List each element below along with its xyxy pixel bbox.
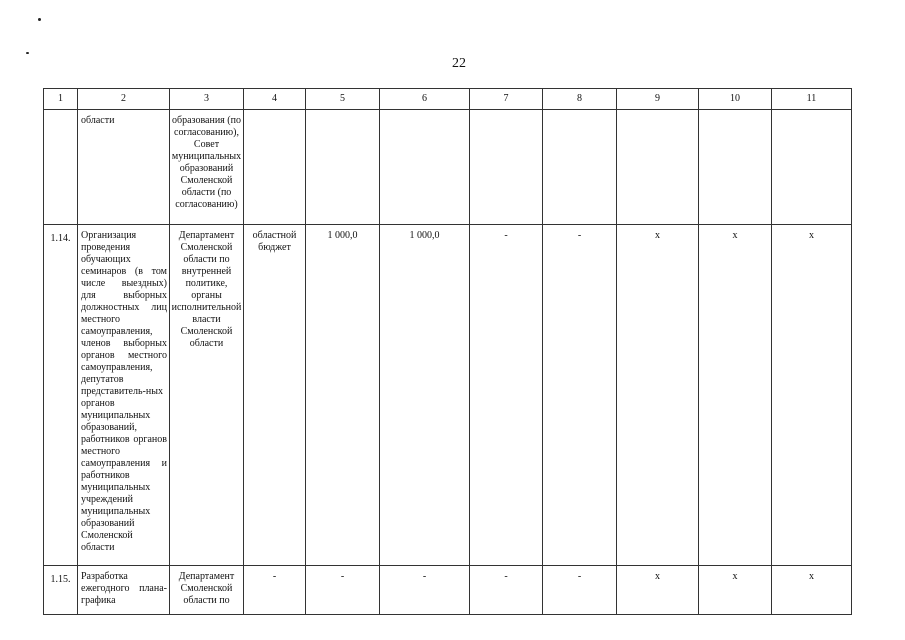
table-row: [44, 110, 852, 225]
program-table: [43, 88, 852, 615]
value-cell: х: [772, 566, 852, 615]
scan-speck: [38, 18, 41, 21]
value-cell: 1 000,0: [380, 225, 470, 566]
value-cell: х: [772, 225, 852, 566]
value-cell: -: [470, 566, 543, 615]
value-cell: [306, 110, 380, 225]
value-cell: -: [470, 225, 543, 566]
executor: образования (по согласованию), Совет муниципальных образований Смоленской области (по согласованию): [170, 110, 244, 225]
value-cell: 1 000,0: [306, 225, 380, 566]
executor: Департамент Смоленской области по внутренней политике, органы исполнительной власти Смоленской области: [170, 225, 244, 566]
funding-source: областной бюджет: [244, 225, 306, 566]
funding-source: -: [244, 566, 306, 615]
header-row: [44, 89, 852, 110]
table-row: [44, 566, 852, 615]
executor: Департамент Смоленской области по: [170, 566, 244, 615]
column-header: 4: [244, 89, 306, 110]
column-header: 10: [699, 89, 772, 110]
value-cell: [543, 110, 617, 225]
column-header: 2: [78, 89, 170, 110]
value-cell: [380, 110, 470, 225]
column-header: 7: [470, 89, 543, 110]
value-cell: -: [306, 566, 380, 615]
value-cell: х: [699, 225, 772, 566]
column-header: 5: [306, 89, 380, 110]
value-cell: -: [380, 566, 470, 615]
activity-name: области: [78, 110, 170, 225]
column-header: 3: [170, 89, 244, 110]
value-cell: х: [699, 566, 772, 615]
column-header: 8: [543, 89, 617, 110]
activity-name: Разработка ежегодного плана-графика: [78, 566, 170, 615]
value-cell: -: [543, 566, 617, 615]
row-number: 1.14.: [44, 225, 78, 566]
value-cell: [470, 110, 543, 225]
row-number: [44, 110, 78, 225]
scan-speck: [26, 52, 29, 54]
column-header: 11: [772, 89, 852, 110]
column-header: 6: [380, 89, 470, 110]
value-cell: х: [617, 566, 699, 615]
page-number: 22: [452, 56, 466, 71]
funding-source: [244, 110, 306, 225]
value-cell: [699, 110, 772, 225]
column-header: 1: [44, 89, 78, 110]
row-number: 1.15.: [44, 566, 78, 615]
column-header: 9: [617, 89, 699, 110]
value-cell: х: [617, 225, 699, 566]
value-cell: [617, 110, 699, 225]
value-cell: [772, 110, 852, 225]
activity-name: Организация проведения обучающих семинаров (в том числе выездных) для выборных должностных лиц местного самоуправления, членов выборных органов местного самоуправления, депутатов представитель-ных органов муниципальных образований, работников органов местного самоуправления и работников муниципальных учреждений муниципальных образований Смоленской области: [78, 225, 170, 566]
value-cell: -: [543, 225, 617, 566]
table-row: [44, 225, 852, 566]
